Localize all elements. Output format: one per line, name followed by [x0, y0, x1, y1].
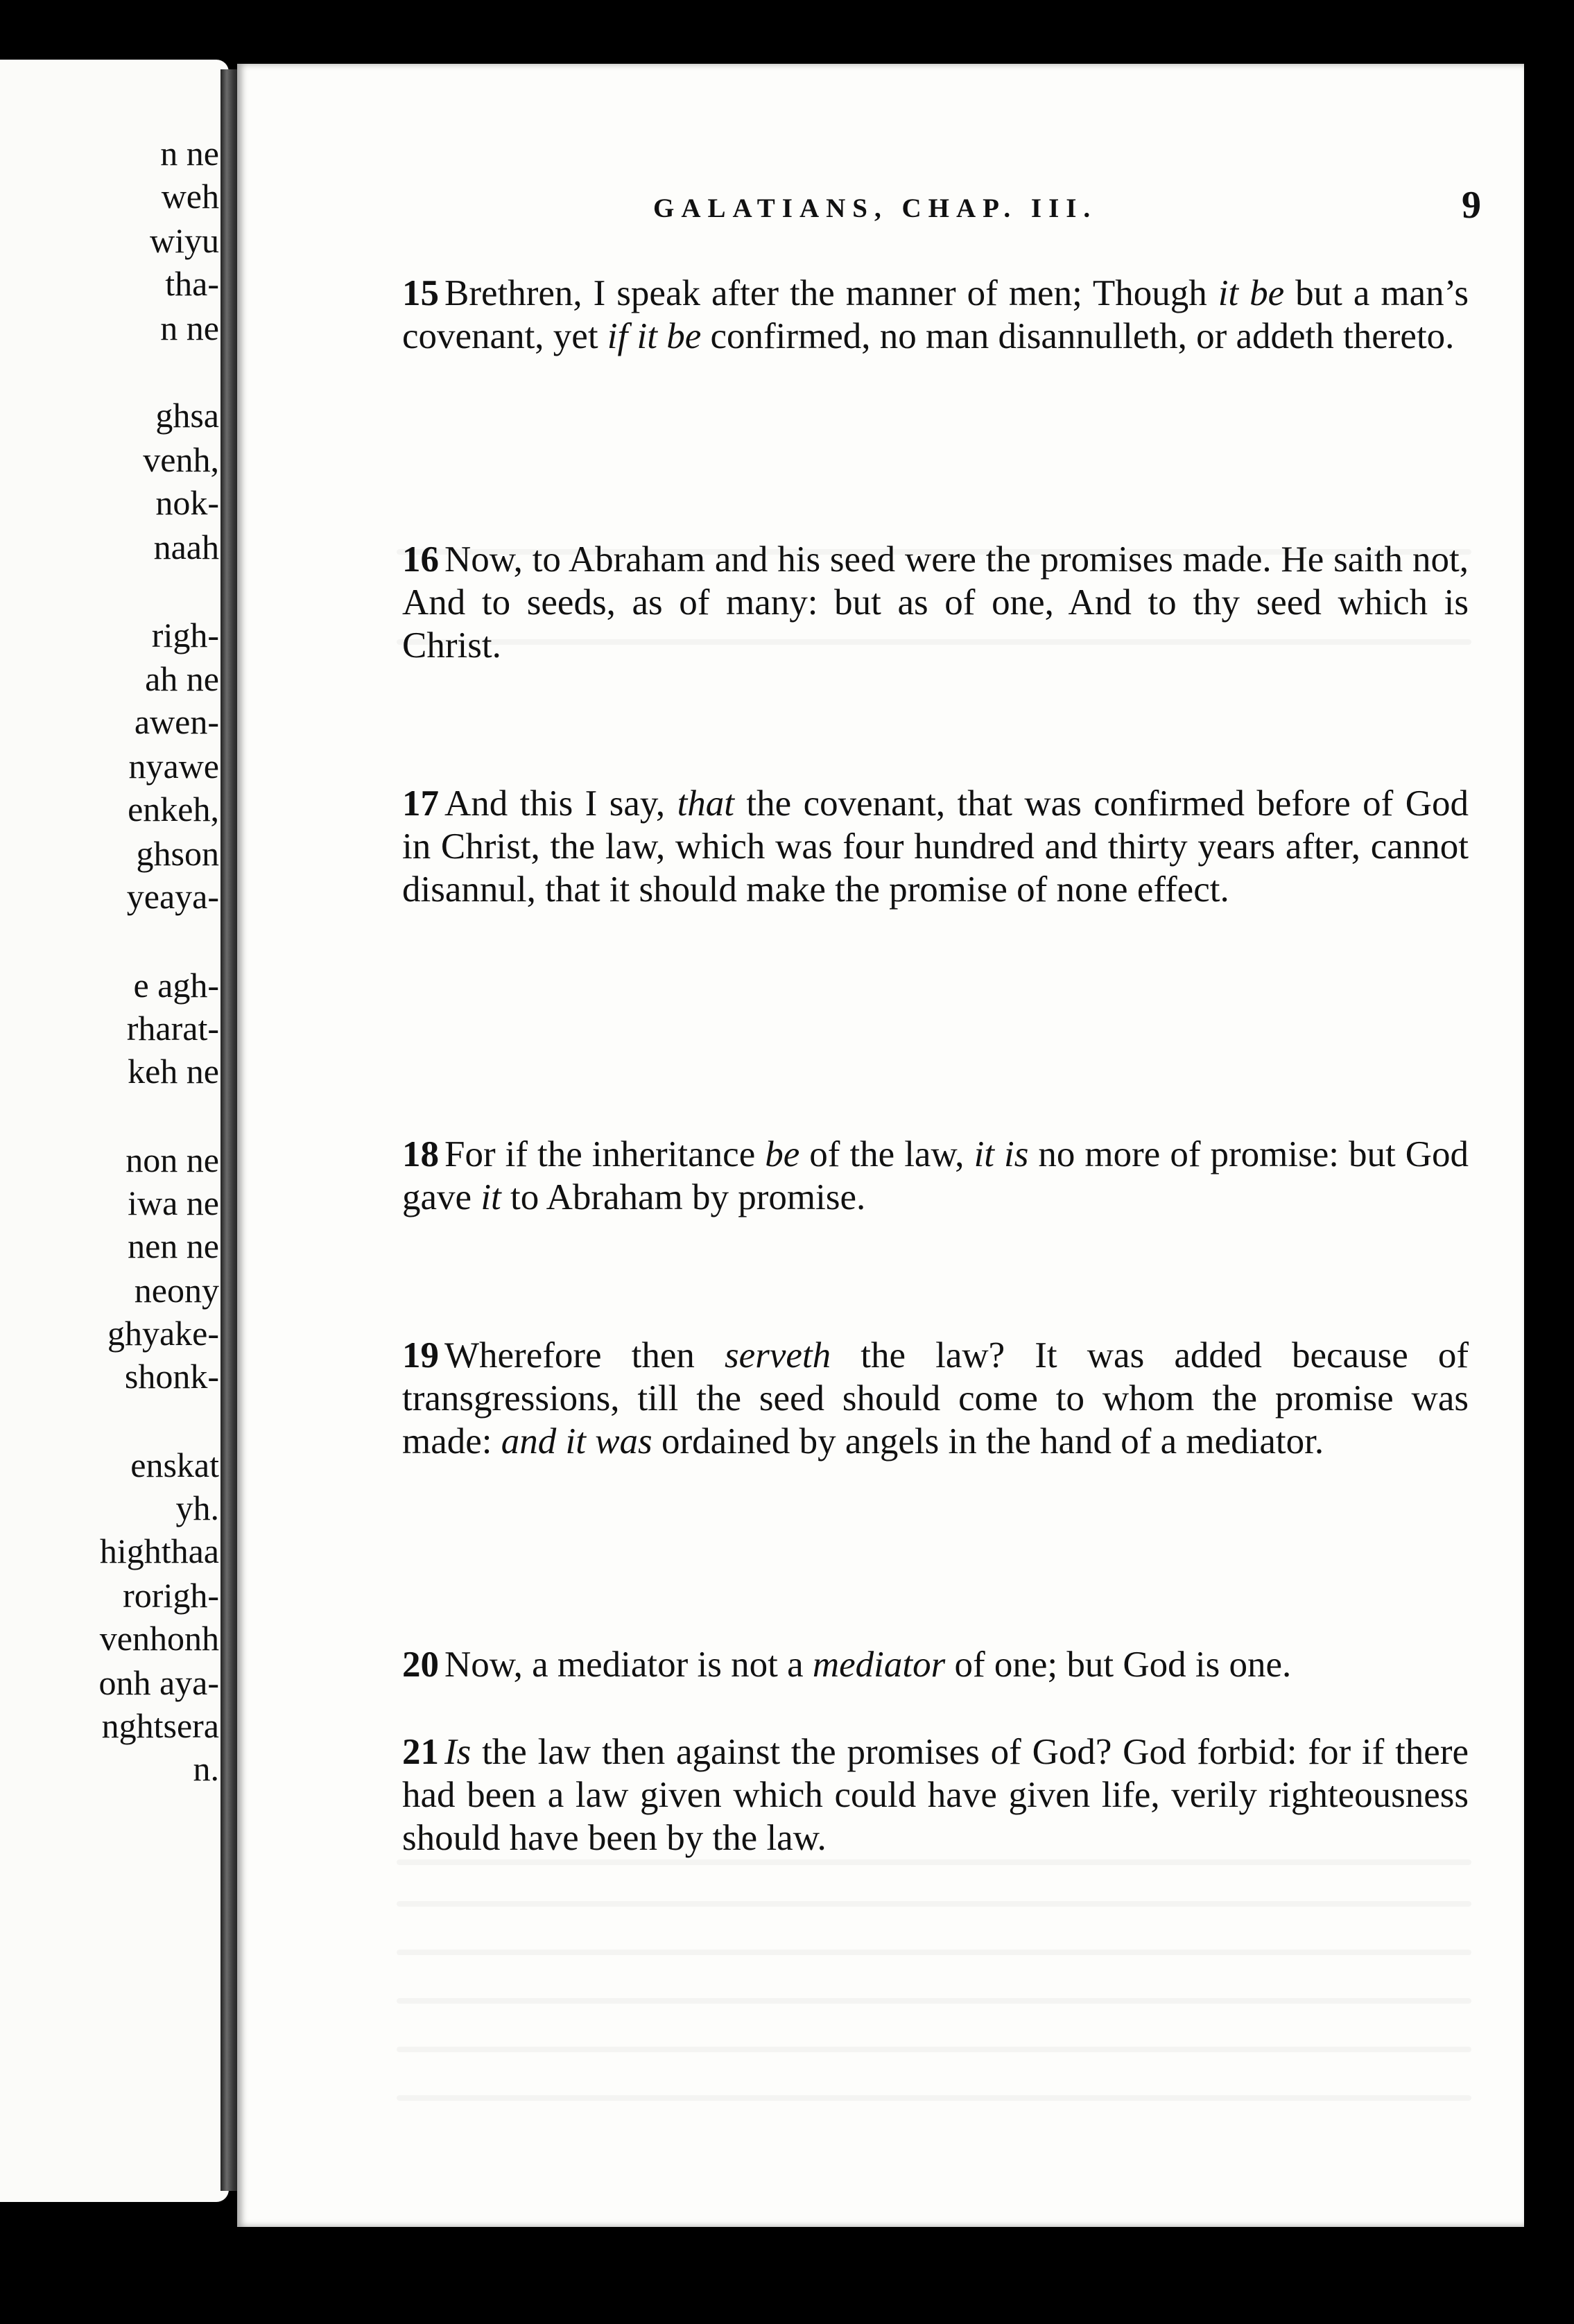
facing-page-line: tha- — [165, 264, 219, 303]
verse-number: 18 — [402, 1134, 439, 1174]
verse-18 — [402, 1133, 1469, 1219]
verse-text: Now, to Abraham and his seed were the promises made. He saith not, And to seeds, as of many: but as of one, And to thy seed which is Christ. — [402, 539, 1469, 666]
bleed-through — [397, 2047, 1471, 2052]
page-right — [237, 64, 1524, 2227]
bleed-through — [397, 1950, 1471, 1955]
verse-text-italic: that — [677, 783, 735, 824]
facing-page-line: venhonh — [99, 1619, 219, 1658]
facing-page-line: weh — [161, 177, 219, 216]
verse-16 — [402, 538, 1469, 667]
bleed-through — [397, 1901, 1471, 1907]
verse-17 — [402, 782, 1469, 911]
facing-page-line: nok- — [155, 483, 219, 522]
facing-page-line: enskat — [130, 1446, 219, 1484]
facing-page-line: venh, — [143, 440, 219, 479]
running-head: GALATIANS, CHAP. III. — [653, 193, 1098, 223]
verse-text-italic: Is — [444, 1732, 472, 1772]
verse-text-italic: mediator — [812, 1645, 946, 1685]
bleed-through — [397, 1998, 1471, 2004]
verse-21 — [402, 1731, 1469, 1859]
facing-page-line: rharat- — [126, 1009, 219, 1048]
facing-page-line: nghtsera — [101, 1706, 219, 1745]
verse-text: ordained by angels in the hand of a mediator. — [652, 1421, 1324, 1462]
verse-number: 21 — [402, 1732, 439, 1772]
verse-20 — [402, 1643, 1469, 1686]
facing-page-line: nyawe — [128, 747, 219, 786]
verse-text-italic: it — [481, 1177, 501, 1217]
verse-text: of the law, — [799, 1134, 974, 1174]
facing-page-line: n ne — [160, 309, 219, 347]
verse-number: 17 — [402, 783, 439, 824]
facing-page-line: keh ne — [128, 1052, 219, 1091]
facing-page-line: non ne — [126, 1141, 219, 1179]
verse-text: the law? It was added because of transgressions, till the seed should come to whom the promise was made: — [402, 1335, 1469, 1462]
facing-page-line: yeaya- — [126, 877, 219, 916]
verse-text: For if the inheritance — [444, 1134, 766, 1174]
verse-text: Now, a mediator is not a — [444, 1645, 813, 1685]
facing-page-left — [0, 60, 229, 2202]
facing-page-line: n ne — [160, 134, 219, 173]
verse-text-italic: serveth — [725, 1335, 831, 1376]
verse-text: to Abraham by promise. — [501, 1177, 866, 1217]
verse-text-italic: be — [765, 1134, 800, 1174]
facing-page-line: neony — [134, 1271, 219, 1310]
facing-page-line: iwa ne — [128, 1183, 219, 1222]
verse-text: the covenant, that was confirmed before of God in Christ, the law, which was four hundred and thirty years after, cannot disannul, that it should make the promise of none effect. — [402, 783, 1469, 910]
bleed-through — [397, 1859, 1471, 1865]
facing-page-line: nen ne — [128, 1226, 219, 1265]
facing-page-line: ghsa — [155, 396, 219, 435]
facing-page-line: ghyake- — [107, 1314, 219, 1353]
verse-text: the law then against the promises of God? God forbid: for if there had been a law given which could have given life, verily righteousness should have been by the law. — [402, 1732, 1469, 1858]
verse-text-italic: it be — [1218, 273, 1285, 313]
facing-page-line: awen- — [134, 702, 219, 741]
verse-number: 19 — [402, 1335, 439, 1376]
verse-text: of one; but God is one. — [945, 1645, 1292, 1685]
bleed-through — [397, 2095, 1471, 2101]
verse-text: Brethren, I speak after the manner of men; Though — [444, 273, 1218, 313]
verse-19 — [402, 1334, 1469, 1463]
verse-text: no more of promise: but God gave — [402, 1134, 1469, 1217]
facing-page-line: wiyu — [150, 221, 219, 260]
verse-text-italic: it is — [974, 1134, 1029, 1174]
facing-page-line: highthaa — [99, 1532, 219, 1570]
facing-page-line: righ- — [151, 616, 219, 654]
verse-text: Wherefore then — [444, 1335, 725, 1376]
verse-text: but a man’s covenant, yet — [402, 273, 1469, 356]
facing-page-line: onh aya- — [98, 1663, 219, 1702]
verse-number: 20 — [402, 1645, 439, 1685]
verse-text: And this I say, — [444, 783, 677, 824]
facing-page-line: e agh- — [133, 966, 219, 1005]
verse-text-italic: and it was — [501, 1421, 652, 1462]
facing-page-line: enkeh, — [128, 790, 219, 829]
facing-page-line: rorigh- — [123, 1576, 219, 1615]
facing-page-line: naah — [153, 528, 219, 566]
verse-text-italic: if it be — [607, 316, 702, 356]
facing-page-line: shonk- — [124, 1357, 219, 1396]
verse-number: 16 — [402, 539, 439, 580]
verse-15 — [402, 272, 1469, 358]
verse-text: confirmed, no man disannulleth, or addeth thereto. — [701, 316, 1455, 356]
facing-page-line: yh. — [175, 1489, 219, 1527]
page-number: 9 — [1462, 184, 1481, 227]
facing-page-line: ah ne — [145, 659, 219, 698]
facing-page-line: n. — [193, 1749, 219, 1788]
facing-page-line: ghson — [136, 834, 219, 873]
verse-number: 15 — [402, 273, 439, 313]
